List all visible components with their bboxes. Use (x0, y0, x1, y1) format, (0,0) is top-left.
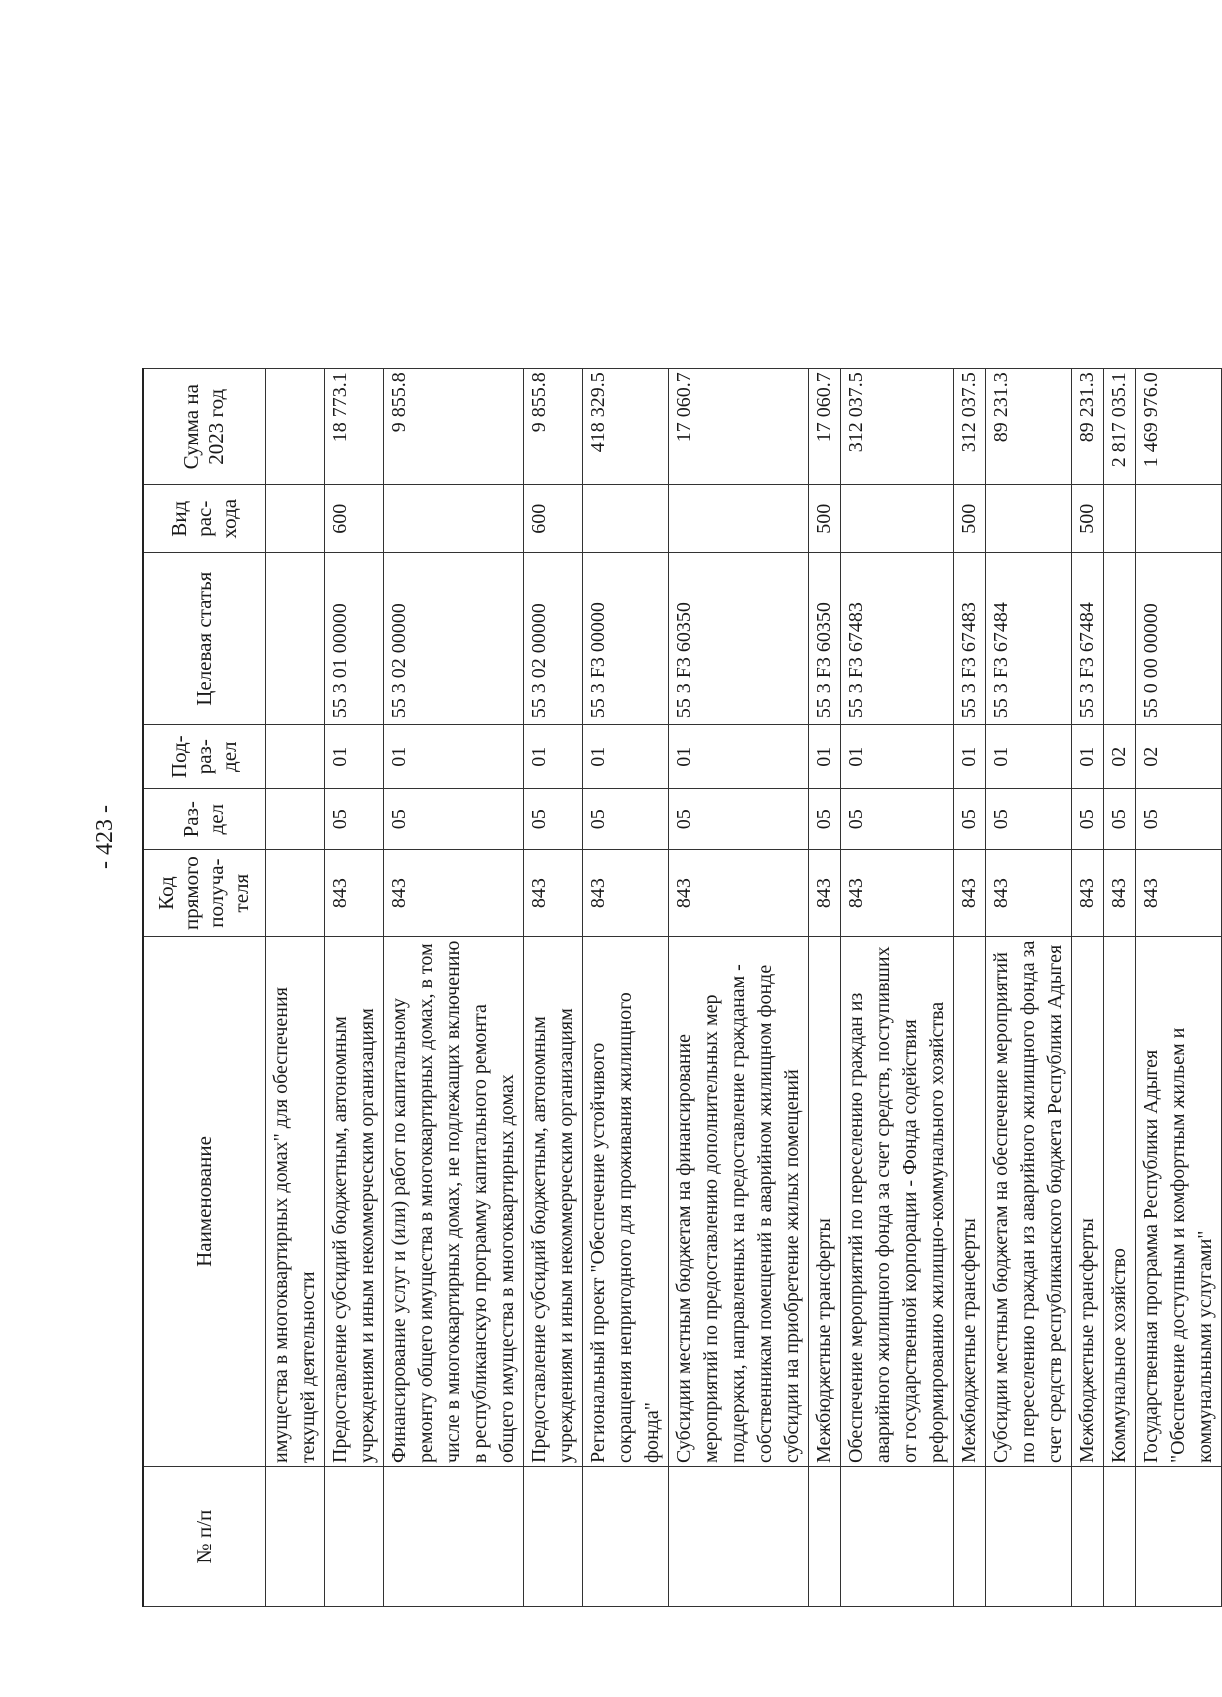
cell-target (1103, 553, 1135, 725)
header-expense: Вид рас-хода (143, 485, 265, 553)
table-row (840, 369, 953, 1607)
cell-name: Субсидии местным бюджетам на обеспечение мероприятий по переселению граждан из аварийного жилищного фонда за счет средств республиканского бюджета Республики Адыгея (985, 937, 1071, 1467)
cell-num (985, 1467, 1071, 1607)
cell-name: имущества в многоквартирных домах" для обеспечения текущей деятельности (265, 937, 324, 1467)
cell-name: Финансирование услуг и (или) работ по капитальному ремонту общего имущества в многоквартирных домах, в том числе в многоквартирных домах, не подлежащих включению в республиканскую программу капитального ремонта общего имущества в многоквартирных домах (383, 937, 523, 1467)
cell-num (582, 1467, 668, 1607)
cell-target: 55 3 F3 60350 (808, 553, 840, 725)
table-row (582, 369, 668, 1607)
cell-section: 05 (1103, 789, 1135, 850)
cell-name: Предоставление субсидий бюджетным, автономным учреждениям и иным некоммерческим организациям (523, 937, 582, 1467)
cell-section: 05 (582, 789, 668, 850)
cell-expense: 600 (523, 485, 582, 553)
cell-amount: 17 060.7 (808, 369, 840, 485)
cell-target: 55 3 02 00000 (383, 553, 523, 725)
cell-target: 55 3 F3 67483 (840, 553, 953, 725)
table-row (1135, 369, 1221, 1607)
cell-subsection: 01 (383, 725, 523, 789)
cell-amount: 2 817 035.1 (1103, 369, 1135, 485)
cell-section: 05 (383, 789, 523, 850)
cell-code: 843 (383, 850, 523, 937)
cell-code: 843 (840, 850, 953, 937)
cell-expense: 500 (808, 485, 840, 553)
cell-name: Обеспечение мероприятий по переселению граждан из аварийного жилищного фонда за счет средств, поступивших от государственной корпорации - Фонда содействия реформированию жилищно-коммунального хозяйства (840, 937, 953, 1467)
table-row (808, 369, 840, 1607)
cell-num (523, 1467, 582, 1607)
cell-amount: 9 855.8 (523, 369, 582, 485)
cell-expense (1135, 485, 1221, 553)
table-row (523, 369, 582, 1607)
cell-expense (668, 485, 808, 553)
cell-code: 843 (1135, 850, 1221, 937)
cell-subsection: 01 (1071, 725, 1103, 789)
cell-section: 05 (324, 789, 383, 850)
header-num: № п/п (143, 1467, 265, 1607)
cell-amount (265, 369, 324, 485)
cell-code: 843 (953, 850, 985, 937)
cell-num (668, 1467, 808, 1607)
cell-code: 843 (985, 850, 1071, 937)
cell-subsection: 01 (808, 725, 840, 789)
cell-section: 05 (668, 789, 808, 850)
cell-subsection (265, 725, 324, 789)
cell-expense (265, 485, 324, 553)
cell-code: 843 (1103, 850, 1135, 937)
cell-amount: 89 231.3 (985, 369, 1071, 485)
header-subsection: Под-раз-дел (143, 725, 265, 789)
header-target: Целевая статья (143, 553, 265, 725)
table-row (953, 369, 985, 1607)
header-name: Наименование (143, 937, 265, 1467)
cell-amount: 89 231.3 (1071, 369, 1103, 485)
cell-section: 05 (985, 789, 1071, 850)
cell-name: Предоставление субсидий бюджетным, автономным учреждениям и иным некоммерческим организациям (324, 937, 383, 1467)
cell-num (324, 1467, 383, 1607)
cell-target: 55 3 F3 67484 (985, 553, 1071, 725)
cell-name: Государственная программа Республики Адыгея "Обеспечение доступным и комфортным жильем и коммунальными услугами" (1135, 937, 1221, 1467)
cell-num (383, 1467, 523, 1607)
cell-expense (985, 485, 1071, 553)
cell-target: 55 3 02 00000 (523, 553, 582, 725)
cell-code: 843 (668, 850, 808, 937)
cell-section: 05 (808, 789, 840, 850)
cell-target: 55 3 F3 00000 (582, 553, 668, 725)
cell-expense (1103, 485, 1135, 553)
cell-subsection: 02 (1135, 725, 1221, 789)
page-number: - 423 - (92, 805, 118, 869)
cell-name: Межбюджетные трансферты (1071, 937, 1103, 1467)
header-code: Код прямого получа-теля (143, 850, 265, 937)
cell-expense: 600 (324, 485, 383, 553)
cell-num (840, 1467, 953, 1607)
cell-code: 843 (1071, 850, 1103, 937)
cell-section: 05 (1071, 789, 1103, 850)
table-row (668, 369, 808, 1607)
cell-subsection: 02 (1103, 725, 1135, 789)
cell-subsection: 01 (668, 725, 808, 789)
budget-table (142, 368, 1222, 1607)
cell-target: 55 3 F3 67484 (1071, 553, 1103, 725)
cell-target (265, 553, 324, 725)
header-section: Раз-дел (143, 789, 265, 850)
cell-code: 843 (808, 850, 840, 937)
table-row (1071, 369, 1103, 1607)
cell-subsection: 01 (324, 725, 383, 789)
cell-amount: 418 329.5 (582, 369, 668, 485)
cell-target: 55 3 01 00000 (324, 553, 383, 725)
cell-expense (383, 485, 523, 553)
cell-target: 55 3 F3 67483 (953, 553, 985, 725)
cell-amount: 18 773.1 (324, 369, 383, 485)
cell-amount: 1 469 976.0 (1135, 369, 1221, 485)
cell-num (953, 1467, 985, 1607)
cell-subsection: 01 (985, 725, 1071, 789)
cell-section: 05 (523, 789, 582, 850)
cell-section: 05 (1135, 789, 1221, 850)
cell-name: Коммунальное хозяйство (1103, 937, 1135, 1467)
cell-section: 05 (953, 789, 985, 850)
cell-code: 843 (324, 850, 383, 937)
cell-subsection: 01 (840, 725, 953, 789)
cell-amount: 312 037.5 (953, 369, 985, 485)
cell-expense (582, 485, 668, 553)
cell-target: 55 0 00 00000 (1135, 553, 1221, 725)
cell-name: Субсидии местным бюджетам на финансирование мероприятий по предоставлению дополнительных мер поддержки, направленных на предоставление гражданам - собственникам помещений в аварийном жилищном фонде субсидии на приобретение жилых помещений (668, 937, 808, 1467)
cell-num (1103, 1467, 1135, 1607)
table-row (985, 369, 1071, 1607)
table-row (265, 369, 324, 1607)
cell-amount: 9 855.8 (383, 369, 523, 485)
cell-subsection: 01 (953, 725, 985, 789)
cell-subsection: 01 (523, 725, 582, 789)
header-amount: Сумма на 2023 год (143, 369, 265, 485)
cell-num (808, 1467, 840, 1607)
table-row (383, 369, 523, 1607)
cell-expense: 500 (953, 485, 985, 553)
cell-num (1135, 1467, 1221, 1607)
cell-num (265, 1467, 324, 1607)
cell-name: Межбюджетные трансферты (953, 937, 985, 1467)
cell-name: Межбюджетные трансферты (808, 937, 840, 1467)
cell-code (265, 850, 324, 937)
cell-section: 05 (840, 789, 953, 850)
cell-target: 55 3 F3 60350 (668, 553, 808, 725)
cell-code: 843 (523, 850, 582, 937)
table-row (1103, 369, 1135, 1607)
cell-num (1071, 1467, 1103, 1607)
table-row (324, 369, 383, 1607)
cell-amount: 17 060.7 (668, 369, 808, 485)
cell-amount: 312 037.5 (840, 369, 953, 485)
cell-name: Региональный проект "Обеспечение устойчивого сокращения непригодного для проживания жилищного фонда" (582, 937, 668, 1467)
cell-subsection: 01 (582, 725, 668, 789)
cell-code: 843 (582, 850, 668, 937)
table-header-row (143, 369, 265, 1607)
cell-expense: 500 (1071, 485, 1103, 553)
cell-expense (840, 485, 953, 553)
cell-section (265, 789, 324, 850)
